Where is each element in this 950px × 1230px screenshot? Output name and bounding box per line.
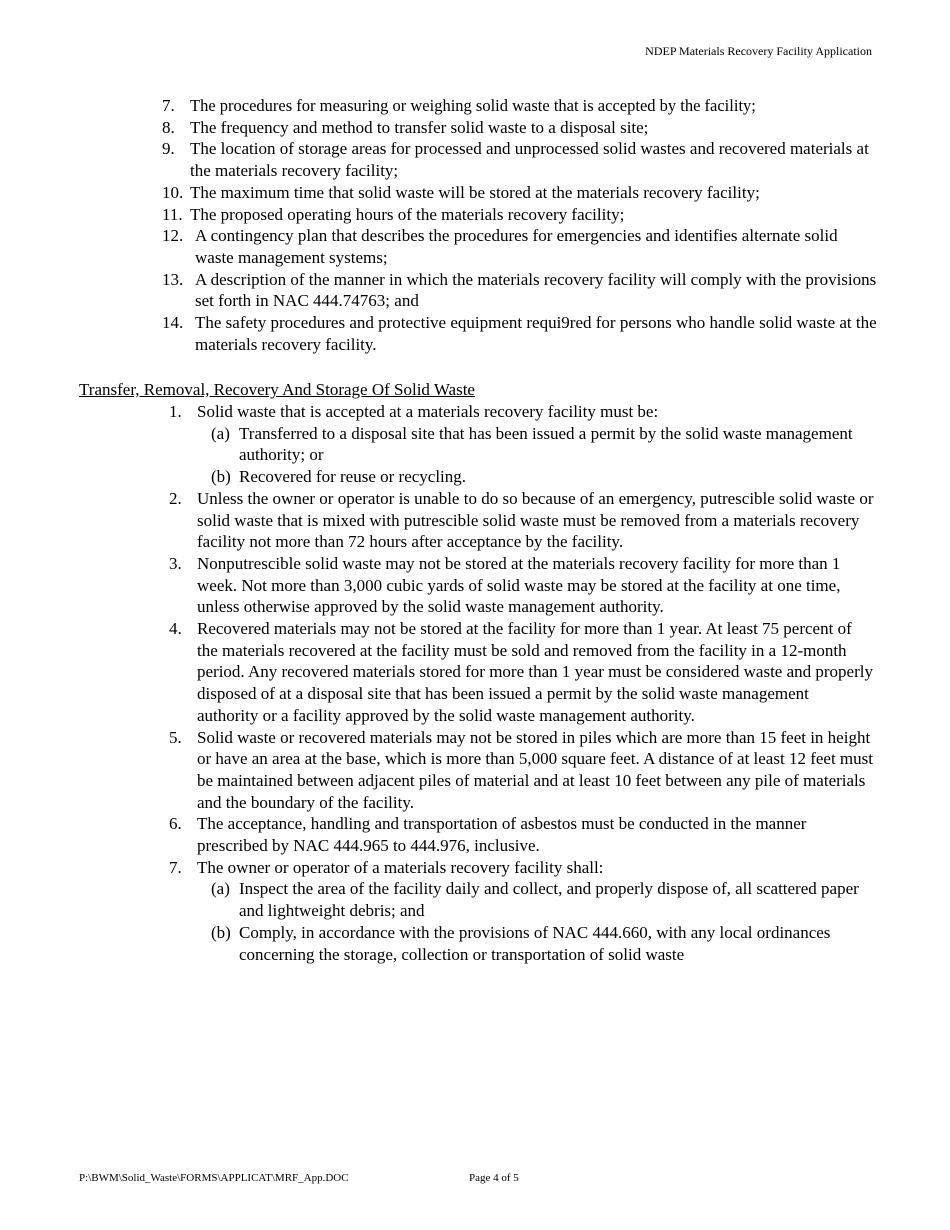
list-item [162,182,877,204]
list-item [162,269,877,312]
list-item-number: 3. [169,553,182,573]
list-item [169,727,874,814]
list-item-text: Nonputrescible solid waste may not be stored at the materials recovery facility for more than 1 week. Not more than 3,000 cubic yards of solid waste may be stored at the facility at one time, unless otherwise approved by the solid waste management authority. [197,553,841,617]
sub-item-label: (b) [211,922,231,942]
sub-item-text: Inspect the area of the facility daily and collect, and properly dispose of, all scattered paper and lightweight debris; and [239,879,859,921]
list-item-number: 9. [162,139,175,159]
list-item-text: Recovered materials may not be stored at the facility for more than 1 year. At least 75 percent of the materials recovered at the facility must be sold and removed from the facility in a 12-month period. Any recovered materials stored for more than 1 year must be considered waste and properly disposed of at a disposal site that has been issued a permit by the solid waste management authority or a facility approved by the solid waste management authority. [197,619,873,725]
list-item-number: 1. [169,402,182,421]
sub-item-text: Recovered for reuse or recycling. [239,467,467,487]
sub-list-item [211,878,874,921]
sub-list-item [211,423,874,466]
list-item-text: The location of storage areas for processed and unprocessed solid wastes and recovered materials at the materials recovery facility; [190,139,869,181]
list-item [169,813,874,856]
list-item-text: The proposed operating hours of the materials recovery facility; [190,204,625,224]
list-item-number: 11. [162,204,183,224]
sub-list-item [211,466,874,488]
sub-list [197,878,874,965]
footer-file-path: P:\BWM\Solid_Waste\FORMS\APPLICAT\MRF_App.DOC [79,1172,349,1184]
list-item-number: 10. [162,182,184,202]
sub-item-text: Transferred to a disposal site that has been issued a permit by the solid waste management authority; or [239,423,853,465]
list-item [169,618,874,727]
section-heading: Transfer, Removal, Recovery And Storage Of Solid Waste [79,380,475,399]
list-item-text: The maximum time that solid waste will be stored at the materials recovery facility; [190,182,760,202]
sub-item-label: (b) [211,467,231,487]
list-item-text: The acceptance, handling and transportation of asbestos must be conducted in the manner prescribed by NAC 444.965 to 444.976, inclusive. [197,814,807,856]
list-item-text: A contingency plan that describes the procedures for emergencies and identifies alternate solid waste management systems; [195,226,838,267]
list-item-number: 7. [162,96,175,115]
list-item [162,204,877,226]
list-item-number: 8. [162,117,175,137]
list-item-number: 5. [169,727,182,747]
list-item [169,857,874,966]
list-item [169,401,874,488]
list-item-text: The frequency and method to transfer solid waste to a disposal site; [190,117,649,137]
list-item-text: The procedures for measuring or weighing solid waste that is accepted by the facility; [190,96,756,115]
sub-item-text: Comply, in accordance with the provisions of NAC 444.660, with any local ordinances concerning the storage, collection or transportation of solid waste [239,922,831,964]
sub-list [197,423,874,488]
list-item-text: Unless the owner or operator is unable to do so because of an emergency, putrescible solid waste or solid waste that is mixed with putrescible solid waste must be removed from a materials recovery facility not more than 72 hours after acceptance by the facility. [197,488,874,552]
requirements-list [162,95,877,355]
footer-page-number: Page 4 of 5 [469,1172,519,1184]
list-item-number: 12. [162,226,184,246]
list-item-text: Solid waste that is accepted at a materials recovery facility must be: [197,402,659,421]
list-item [169,488,874,553]
list-item-number: 6. [169,814,182,834]
sub-item-label: (a) [211,423,230,443]
list-item-number: 14. [162,313,184,333]
list-item [162,138,877,181]
storage-rules-list [169,401,874,965]
list-item-text: A description of the manner in which the materials recovery facility will comply with the provisions set forth in NAC 444.74763; and [195,269,877,311]
list-item [169,553,874,618]
list-item-number: 2. [169,488,182,508]
list-item-number: 4. [169,619,182,639]
list-item-text: The safety procedures and protective equipment requi9red for persons who handle solid waste at the materials recovery facility. [195,313,877,354]
list-item-number: 7. [169,857,182,877]
list-item [162,225,877,268]
sub-item-label: (a) [211,879,230,899]
page-header: NDEP Materials Recovery Facility Application [645,44,872,58]
list-item [162,312,877,355]
sub-list-item [211,922,874,965]
list-item [162,117,877,139]
list-item-text: The owner or operator of a materials recovery facility shall: [197,857,604,877]
list-item [162,95,877,117]
list-item-text: Solid waste or recovered materials may not be stored in piles which are more than 15 feet in height or have an area at the base, which is more than 5,000 square feet. A distance of at least 12 feet must be maintained between adjacent piles of material and at least 10 feet between any pile of materials and the boundary of the facility. [197,727,873,812]
list-item-number: 13. [162,269,184,289]
